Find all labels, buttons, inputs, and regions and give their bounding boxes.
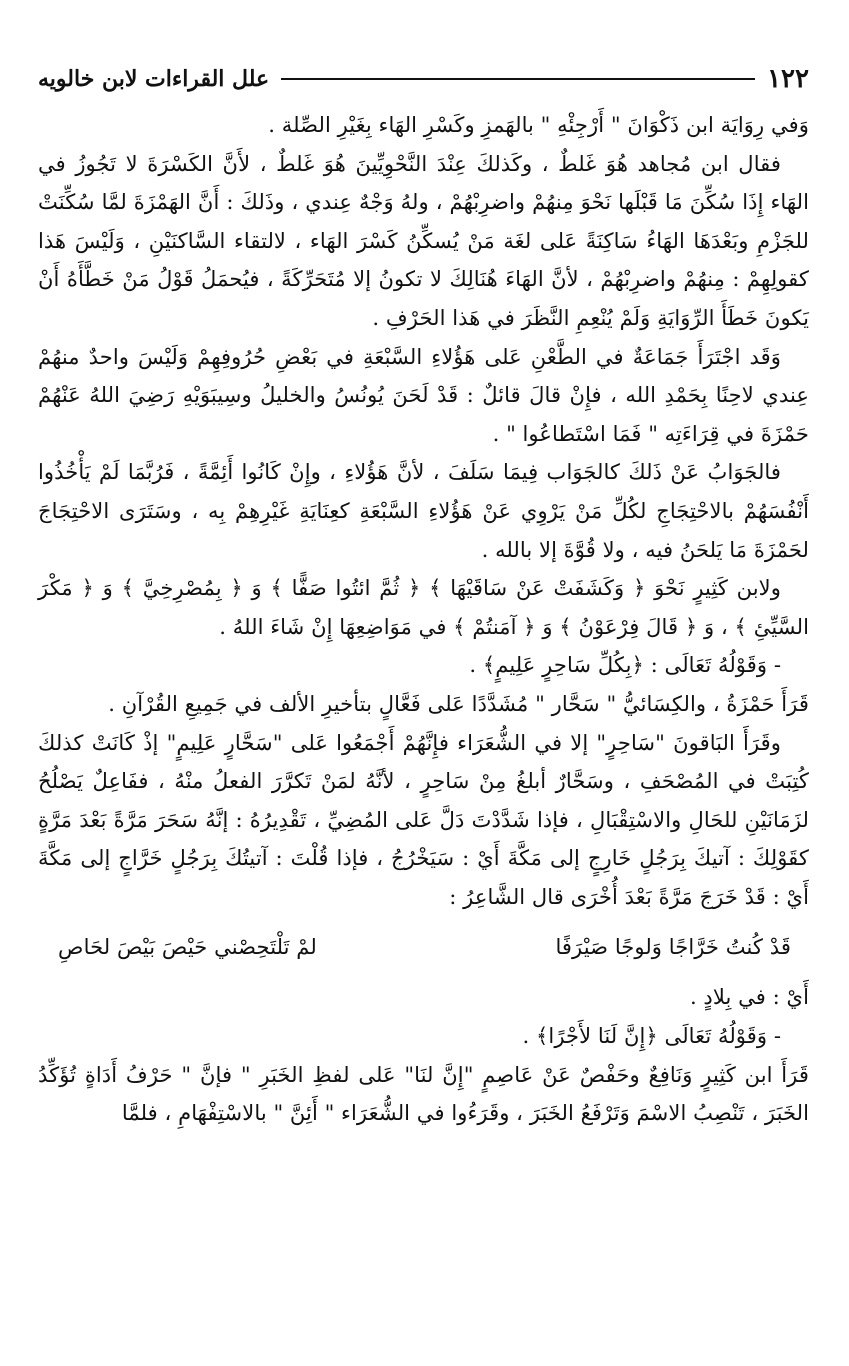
paragraph-4: فالجَوَابُ عَنْ ذَلكَ كالجَوَاب فِيمَا سَلَفَ ، لأنَّ هَؤُلاءِ ، وإِنْ كَانُوا أَئِمَّةً ، فَرُبَّمَا لَمْ يَأْخُذُوا أَنْفُسَهُمْ بالاحْتِجَاجِ لكُلِّ مَنْ يَرْوِي عَنْ هَؤُلاءِ السَّبْعَةِ كعِنَايَةِ غَيْرِهِمْ بِه ، وسَتَرَى الاحْتِجَاجَ لحَمْزَةَ مَا يَلحَنُ فيه ، ولا قُوَّةَ إلا بالله . [38, 459, 809, 562]
paragraph-1: وَفي رِوَايَة ابن ذَكْوَانَ " أَرْجِئْهِ " بالهَمزِ وكَسْرِ الهَاء بِغَيْرِ الصِّلة . [268, 112, 809, 137]
paragraph-3: وَقَد اجْتَرَأَ جَمَاعَةٌ في الطَّعْنِ عَلى هَؤُلاءِ السَّبْعَةِ في بَعْضِ حُرُوفِهِمْ وَلَيْسَ واحدٌ منهُمْ عِندي لاحِنًا بِحَمْدِ الله ، فإِنْ قالَ قائلٌ : قَدْ لَحَنَ يُونُسُ والخليلُ وسِيبَوَيْهِ رَضِيَ اللهُ عَنْهُمْ حَمْزَةَ في قِرَاءَتِه " فَمَا اسْتَطاعُوا " . [38, 343, 809, 446]
verse-heading-2: - وَقَوْلُهُ تَعَالَى ﴿إِنَّ لَنَا لأَجْرًا﴾ . [522, 1023, 781, 1049]
paragraph-5: ولابن كَثِيرٍ نَحْوَ ﴿ وَكَشَفَتْ عَنْ سَاقَيْهَا ﴾ ﴿ ثُمَّ ائتُوا صَفًّا ﴾ وَ ﴿ بِمُصْرِخِيَّ ﴾ وَ ﴿ مَكْرَ السَّيِّئِ ﴾ ، وَ ﴿ قَالَ فِرْعَوْنُ ﴾ وَ ﴿ آمَنتُمْ ﴾ في مَوَاضِعِهَا إِنْ شَاءَ اللهُ . [38, 575, 809, 639]
header-rule [281, 78, 755, 80]
verse-heading-1: - وَقَوْلُهُ تَعَالَى : ﴿بِكُلِّ سَاحِرٍ عَلِيمٍ﴾ . [469, 652, 781, 678]
page-header [38, 62, 809, 96]
verse-first-hemistich: قَدْ كُنتُ خَرَّاجًا وَلوجًا صَيْرَفًا [555, 934, 791, 960]
verse-second-hemistich: لمْ تَلْتَحِصْني حَيْصَ بَيْصَ لحَاصِ [58, 934, 317, 960]
paragraph-2: فقال ابن مُجاهد هُوَ غَلطٌ ، وكَذلكَ عِنْدَ النَّحْوِيِّينَ هُوَ غَلطٌ ، لأَنَّ الكَسْرَةَ لا تَجُوزُ في الهَاء إِذَا سُكِّنَ مَا قَبْلَها نَحْوَ مِنهُمْ واضرِبْهُمْ ، ولهُ وَجْهٌ عِندي ، وذَلكَ : أَنَّ الهَمْزَةَ لمَّا سُكِّنَتْ للجَزْمِ وبَعْدَهَا الهَاءُ سَاكِنَةً عَلى لغَة مَنْ يُسكِّنُ كَسْرَ الهَاء ، لالتقاء السَّاكنَيْنِ ، وَلَيْسَ هَذا كقولِهِمْ : مِنهُمْ واضرِبْهُمْ ، لأنَّ الهَاءَ هُنَالِكَ لا تكونُ إلا مُتَحَرِّكَةً ، فيُحمَلُ قَوْلُ مَنْ خَطَّأَهُ أَنْ يَكونَ خَطَأَ الرِّوَايَةِ وَلَمْ يُنْعِمِ النَّظَرَ في هَذا الحَرْفِ . [38, 150, 809, 330]
paragraph-11: قَرَأَ ابن كَثِيرٍ وَنَافِعٌ وحَفْصٌ عَنْ عَاصِمٍ "إِنَّ لنَا" عَلى لفظِ الخَبَرِ " فإنَّ " حَرْفُ أَدَاةٍ تُؤَكِّدُ الخَبَرَ ، تَنْصِبُ الاسْمَ وَتَرْفَعُ الخَبَرَ ، وقَرَءُوا في الشُّعَرَاء " أَئِنَّ " بالاسْتِفْهَامِ ، فلمَّا [38, 1061, 809, 1126]
page-number: ١٢٢ [767, 64, 809, 94]
poetry-verse [38, 916, 809, 978]
paragraph-8: وقَرَأَ البَاقونَ "سَاحِرٍ" إلا في الشُّعَرَاء فإِنَّهُمْ أَجْمَعُوا عَلى "سَحَّارٍ عَلِيمٍ" إذْ كَانَتْ كذلكَ كُتِبَتْ في المُصْحَفِ ، وسَحَّارٌ أبلغُ مِنْ سَاحِرٍ ، لأنَّهُ لمَنْ تَكرَّرَ الفعلُ منْهُ ، ففَاعِلٌ يَصْلُحُ لزَمَانَيْنِ للحَالِ والاسْتِقْبَالِ ، فإذا شَدَّدْتَ دَلَّ عَلى المُضِيِّ ، تَقْدِيرُهُ : إنَّهُ سَحَرَ مَرَّةً بَعْدَ مَرَّةٍ كقَوْلِكَ : آتيكَ بِرَجُلٍ خَارِجٍ إلى مَكَّةَ أَيْ : سَيَخْرُجُ ، فإذا قُلْتَ : آتيتُكَ بِرَجُلٍ خَرَّاجٍ إلى مَكَّةَ أَيْ : قَدْ خَرَجَ مَرَّةً بَعْدَ أُخْرَى قال الشَّاعِرُ : [38, 729, 809, 909]
paragraph-9: أَيْ : في بِلادٍ . [689, 984, 809, 1010]
paragraph-7: قَرَأَ حَمْزَةُ ، والكِسَائيُّ " سَحَّار " مُشَدَّدًا عَلى فَعَّالٍ بتأخيرِ الألف في جَمِيعِ القُرْآنِ . [108, 690, 809, 716]
running-title: علل القراءات لابن خالويه [38, 66, 270, 92]
page-body [38, 106, 809, 1133]
